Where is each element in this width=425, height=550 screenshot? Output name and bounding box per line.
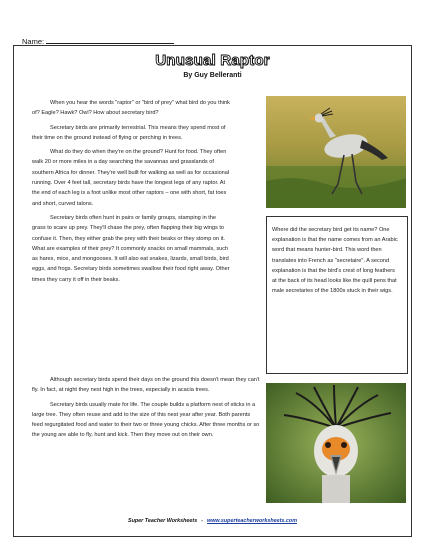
- paragraph: Secretary birds often hunt in pairs or family groups, stamping in the grass to scare up prey. They'll chase the prey, often flapping their big wings to confuse it. Then, they either grab the prey with their beaks or they stomp on it. What are examples of their prey? It commonly snacks on small mammals, such as hares, mice, and mongooses. It will also eat snakes, lizards, small birds, bird eggs, and frogs. Secretary birds sometimes swallow their food right away. Other times they carry it off in their beaks.: [32, 214, 230, 283]
- sidebar-box: [266, 216, 408, 374]
- secretary-bird-walking-photo: [266, 96, 406, 208]
- sidebar-text: Where did the secretary bird get its name? One explanation is that the name comes from an Arabic word that means hunter-bird. This word then translates into French as "secretaire". A second explanation is that the bird's crest of long feathers at the back of its head looks like the quill pens that male secretaries of the 1800s stuck in their wigs.: [272, 227, 398, 295]
- paragraph: What do they do when they're on the ground? Hunt for food. They often walk 20 or more miles in a day searching the savannas and grasslands of southern Africa for dinner. They're well built for walking as well as for occasional running. Over 4 feet tall, secretary birds have the longest legs of any raptor. At the end of each leg is a foot unlike most other raptors – one with short, fat toes and short, curved talons.: [32, 149, 230, 207]
- footer-url-link[interactable]: www.superteacherworksheets.com: [207, 518, 297, 524]
- paragraph: When you hear the words "raptor" or "bird of prey" what bird do you think of? Eagle? Hawk? Owl? How about secretary bird?: [32, 100, 230, 117]
- paragraph: Secretary birds are primarily terrestrial. This means they spend most of their time on the ground instead of flying or perching in trees.: [32, 124, 226, 141]
- paragraph: Secretary birds usually mate for life. The couple builds a platform nest of sticks in a large tree. They often reuse and add to the size of this nest year after year. Both parents feed regurgitated food and water to their two or three young chicks. After three months or so the young are able to fly, hunt and kick. Then they move out on their own.: [32, 401, 260, 439]
- name-blank[interactable]: [46, 36, 174, 44]
- article-body: [32, 98, 230, 289]
- bird-walking-illustration: [266, 96, 406, 208]
- name-label: Name:: [22, 37, 45, 46]
- article-tail: [32, 375, 262, 445]
- footer: [0, 518, 425, 524]
- page-title: Unusual Raptor: [155, 52, 270, 69]
- footer-separator: -: [201, 518, 204, 524]
- byline: By Guy Belleranti: [183, 72, 242, 79]
- secretary-bird-head-photo: [266, 383, 406, 503]
- bird-head-illustration: [266, 383, 406, 503]
- footer-brand: Super Teacher Worksheets: [128, 518, 198, 524]
- paragraph: Although secretary birds spend their days on the ground this doesn't mean they can't fly. In fact, at night they nest high in the trees, especially in acacia trees.: [32, 377, 260, 394]
